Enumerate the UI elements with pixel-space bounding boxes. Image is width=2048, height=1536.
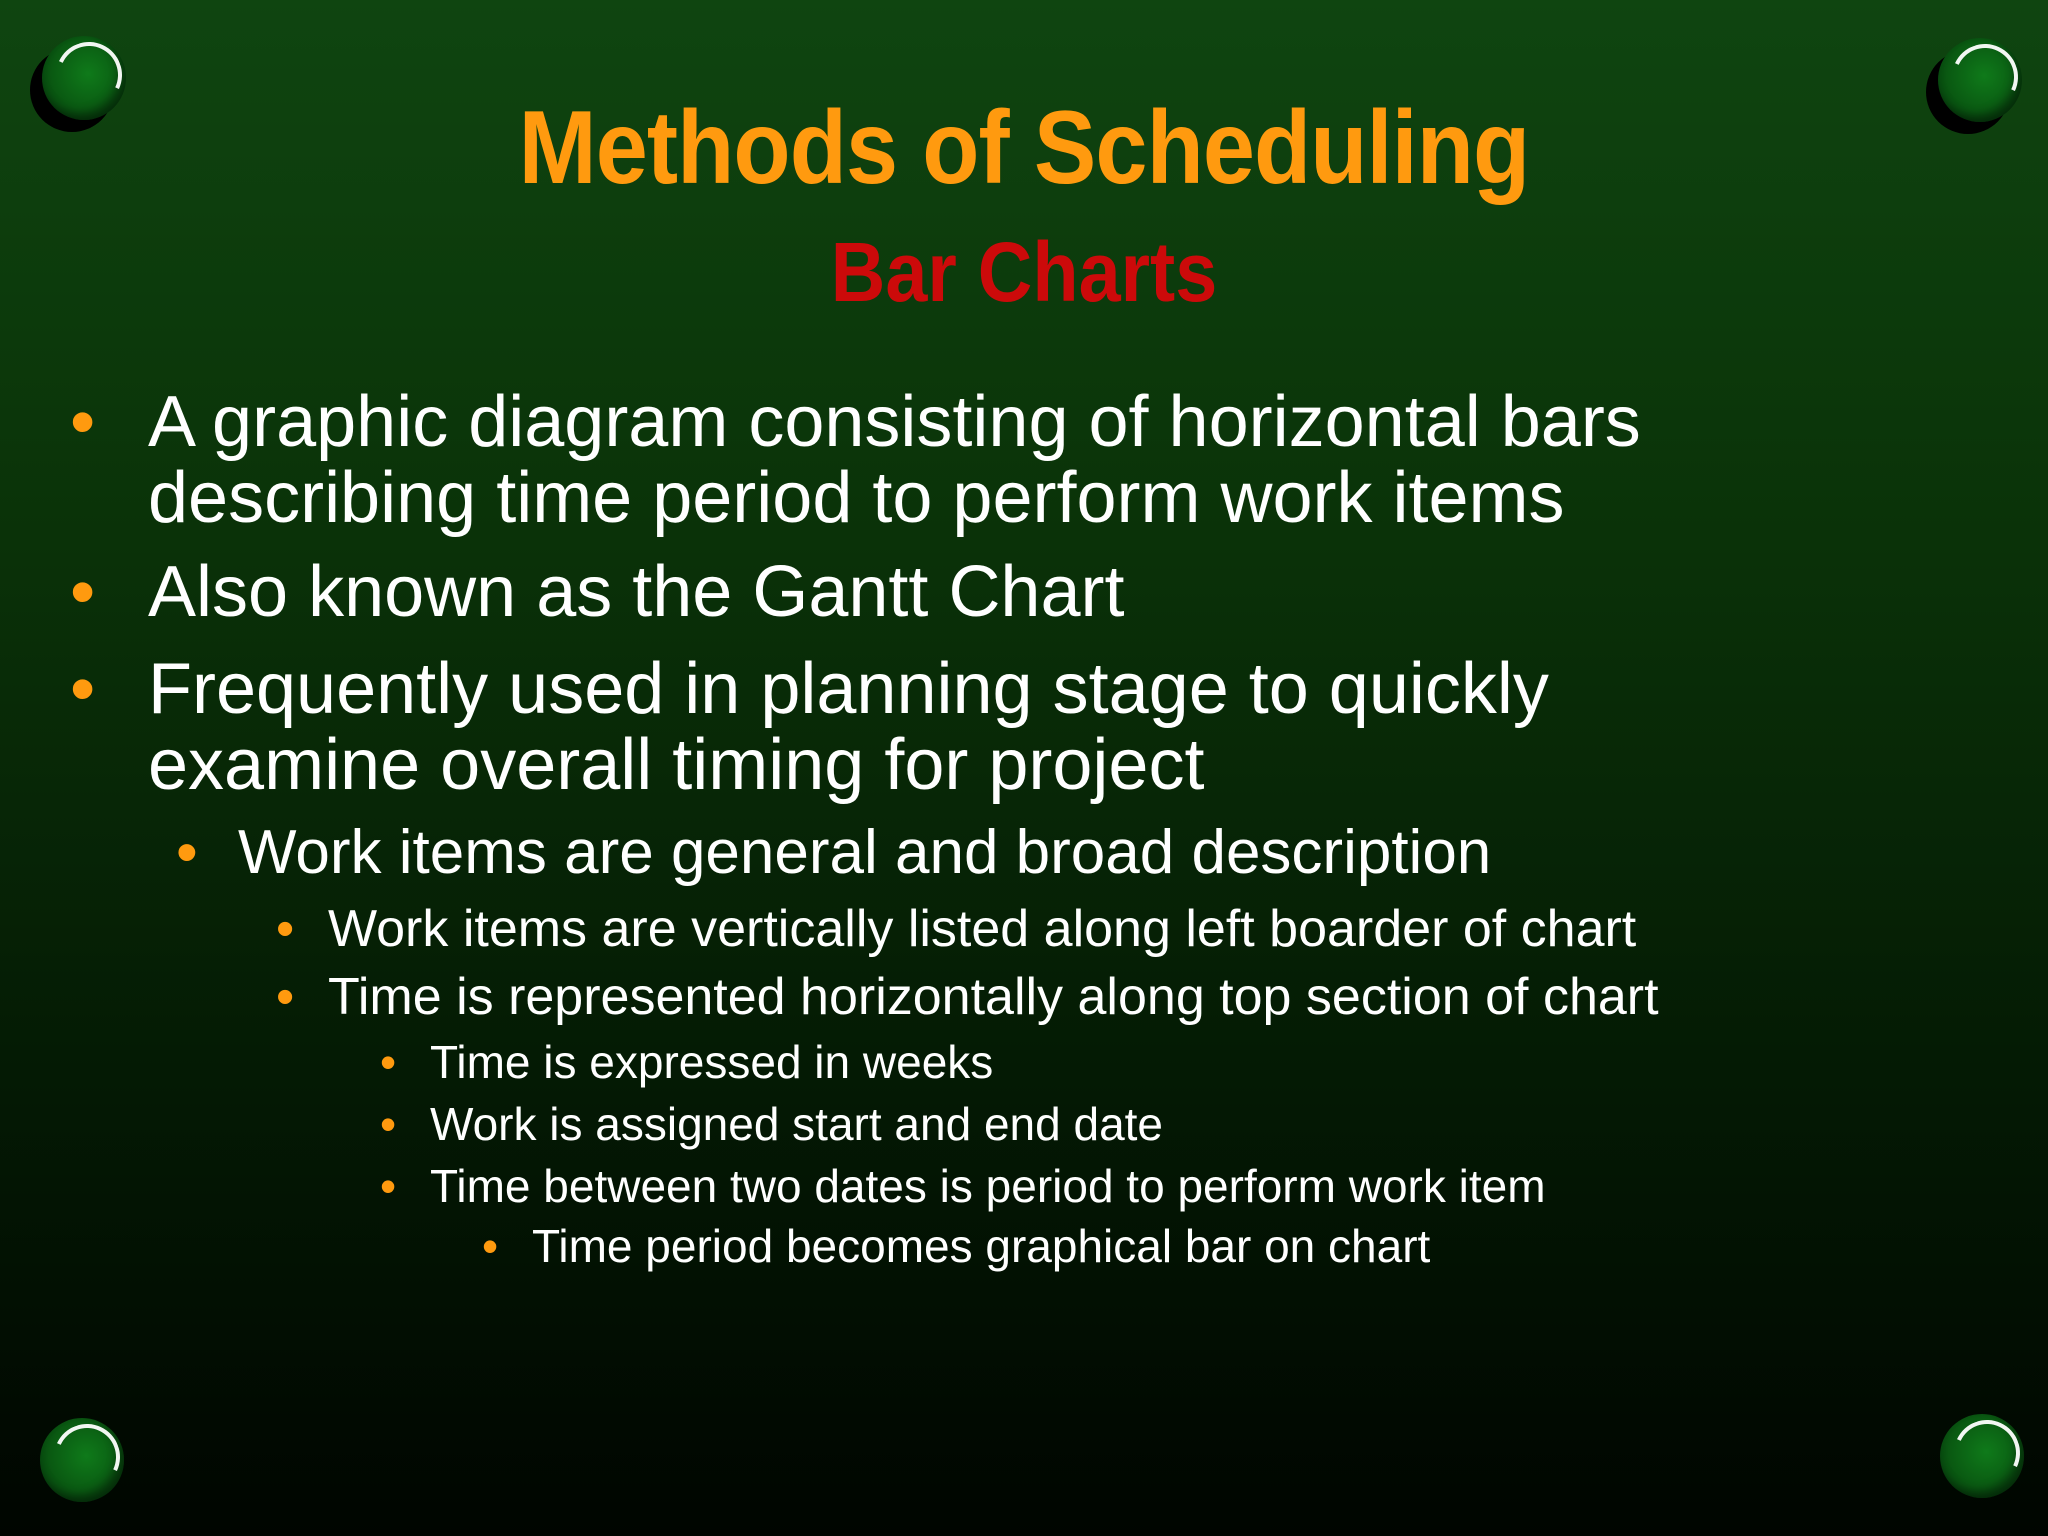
bullet-text: Work items are vertically listed along left boarder of chart [328, 900, 1637, 958]
bullet-text: Frequently used in planning stage to quickly [148, 649, 1549, 729]
bullet-icon: • [70, 382, 96, 462]
bullet-text: describing time period to perform work items [148, 458, 1565, 538]
bullet-text: Work items are general and broad description [238, 818, 1492, 887]
bullet-text: Also known as the Gantt Chart [148, 552, 1125, 632]
bullet-text: Time is expressed in weeks [430, 1036, 994, 1088]
bullet-icon: • [70, 552, 96, 632]
bullet-icon: • [380, 1160, 397, 1212]
bullet-text: examine overall timing for project [148, 725, 1205, 805]
slide-subtitle: Bar Charts [830, 225, 1218, 319]
bullet-text: Time is represented horizontally along top section of chart [328, 968, 1659, 1026]
bullet-icon: • [482, 1220, 499, 1272]
bullet-text: A graphic diagram consisting of horizontal bars [148, 382, 1641, 462]
bullet-icon: • [276, 968, 295, 1026]
bullet-icon: • [276, 900, 295, 958]
bullet-text: Time period becomes graphical bar on chart [532, 1220, 1431, 1272]
bullet-text: Time between two dates is period to perform work item [430, 1160, 1546, 1212]
slide-title: Methods of Scheduling [518, 90, 1530, 206]
bullet-icon: • [380, 1036, 397, 1088]
bullet-text: Work is assigned start and end date [430, 1098, 1164, 1150]
bullet-icon: • [176, 818, 198, 887]
bullet-icon: • [380, 1098, 397, 1150]
bullet-icon: • [70, 649, 96, 729]
